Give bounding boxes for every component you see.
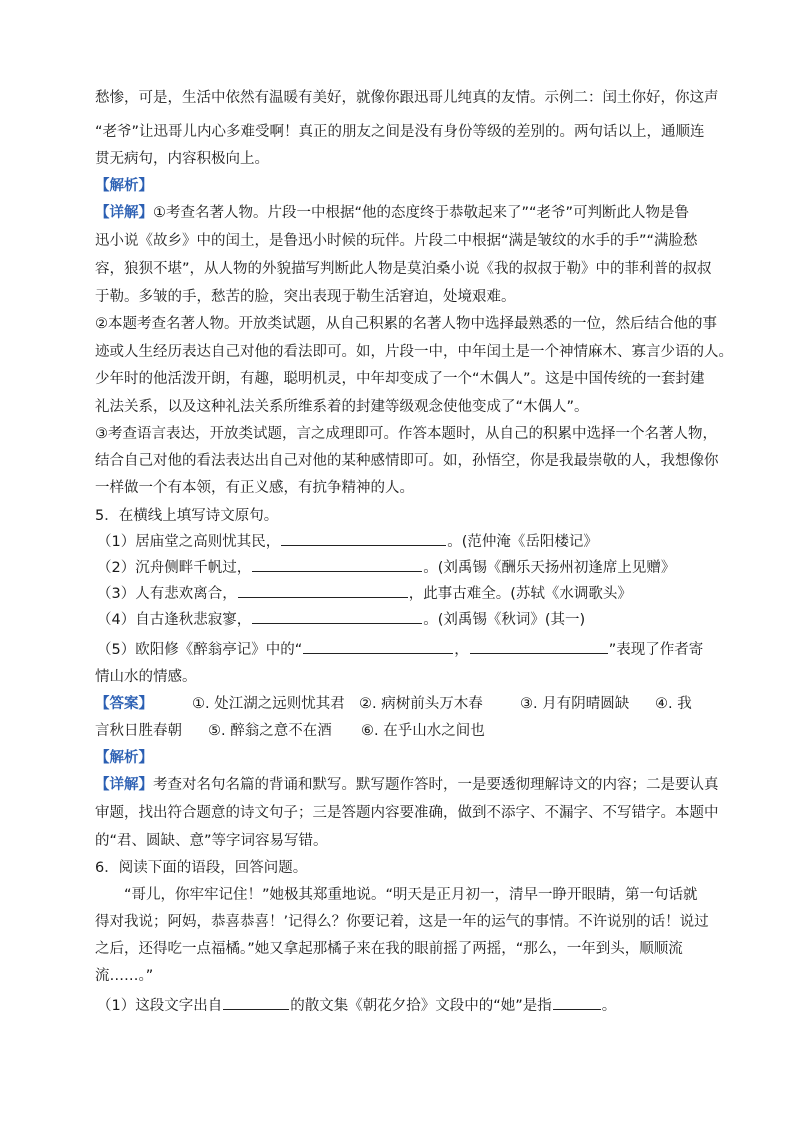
answer-line: [95, 718, 699, 745]
question-item: [97, 607, 585, 634]
text-line: 容，狼狈不堪”，从人物的外貌描写判断此人物是莫泊桑小说《我的叔叔于勒》中的菲利普的叔叔: [95, 261, 712, 277]
passage-line: 得对我说；阿妈，恭喜恭喜！’记得么？你要记着，这是一年的运气的事情。不许说别的话！说过: [95, 914, 709, 930]
analysis-tag: 【解析】: [95, 178, 153, 194]
answer-blank[interactable]: [553, 995, 601, 1010]
answer-6: ⑥. 在乎山水之间也: [361, 723, 485, 739]
text-line: [95, 200, 689, 227]
question-item: [97, 529, 598, 556]
answer-3: ③. 月有阴晴圆缺: [520, 696, 630, 712]
answer-blank[interactable]: [281, 531, 446, 546]
detail-tag: 【详解】: [95, 205, 153, 221]
text-line: 贯无病句，内容积极向上。: [95, 151, 269, 167]
text-span: 考查对名句名篇的背诵和默写。默写题作答时，一是要透彻理解诗文的内容；二是要认真: [153, 777, 719, 793]
text-line: 迅小说《故乡》中的闰土，是鲁迅小时候的玩伴。片段二中根据“满是皱纹的水手的手”“满脸愁: [95, 233, 698, 249]
answer-2: ②. 病树前头万木春: [359, 696, 483, 712]
question-item: [97, 993, 616, 1020]
passage-line: 流……。”: [95, 968, 154, 984]
text-span: ，: [454, 642, 469, 658]
answer-blank[interactable]: [252, 609, 422, 624]
analysis-tag: 【解析】: [95, 750, 153, 766]
answer-blank[interactable]: [252, 557, 422, 572]
text-line: 审题，找出符合题意的诗文句子；三是答题内容要准确，做到不添字、不漏字、不写错字。本题中: [95, 805, 719, 821]
answer-4-cont: 言秋日胜春朝: [95, 723, 182, 739]
text-span: ”表现了作者寄: [608, 642, 704, 658]
text-span: （3）人有悲欢离合，: [97, 586, 237, 602]
question-item: [97, 555, 675, 582]
answer-5: ⑤. 醉翁之意不在酒: [208, 723, 332, 739]
text-span: （2）沉舟侧畔千帆过，: [97, 560, 252, 576]
question-title: 6．阅读下面的语段，回答问题。: [95, 860, 308, 876]
text-line: 一样做一个有本领，有正义感，有抗争精神的人。: [95, 480, 414, 496]
text-span: （1）居庙堂之高则忧其民，: [97, 534, 281, 550]
answer-line: [95, 691, 699, 718]
answer-blank[interactable]: [470, 639, 608, 654]
text-line: 礼法关系，以及这种礼法关系所维系着的封建等级观念使他变成了“木偶人”。: [95, 399, 589, 415]
answer-tag: 【答案】: [95, 696, 153, 712]
text-span: （5）欧阳修《醉翁亭记》中的“: [97, 642, 303, 658]
answer-4: ④. 我: [655, 696, 692, 712]
text-line: 迹或人生经历表达自己对他的看法即可。如，片段一中，中年闰土是一个神情麻木、寡言少语的人。: [95, 344, 733, 360]
question-title: 5．在横线上填写诗文原句。: [95, 508, 279, 524]
text-span: 的散文集《朝花夕拾》文段中的“她”是指: [290, 998, 552, 1014]
text-line: 少年时的他活泼开朗，有趣，聪明机灵，中年却变成了一个“木偶人”。这是中国传统的一套封建: [95, 371, 705, 387]
question-item: [97, 581, 632, 608]
answer-blank[interactable]: [303, 639, 453, 654]
text-line: [95, 772, 719, 799]
text-line: ③考查语言表达，开放类试题，言之成理即可。作答本题时，从自己的积累中选择一个名著人物，: [95, 426, 717, 442]
text-span: 。(刘禹锡《酬乐天扬州初逢席上见赠》: [423, 560, 676, 576]
text-line: 于勒。多皱的手，愁苦的脸，突出表现于勒生活窘迫，处境艰难。: [95, 289, 516, 305]
text-span: （1）这段文字出自: [97, 998, 223, 1014]
text-span: （4）自古逢秋悲寂寥，: [97, 612, 252, 628]
text-line: 愁惨，可是，生活中依然有温暖有美好，就像你跟迅哥儿纯真的友情。示例二：闰土你好，你这声: [95, 90, 719, 106]
text-span: 。(范仲淹《岳阳楼记》: [447, 534, 598, 550]
detail-tag: 【详解】: [95, 777, 153, 793]
text-line: 的“君、圆缺、意”等字词容易写错。: [95, 833, 328, 849]
passage-line: “哥儿，你牢牢记住！”她极其郑重地说。“明天是正月初一，清早一睁开眼睛，第一句话就: [124, 887, 698, 903]
question-item: [97, 637, 703, 664]
text-span: 。: [601, 998, 617, 1014]
answer-blank[interactable]: [238, 583, 408, 598]
answer-1: ①. 处江湖之远则忧其君: [192, 696, 345, 712]
text-line: 情山水的情感。: [95, 669, 197, 685]
text-line: 结合自己对他的看法表达出自己对他的某种感情即可。如，孙悟空，你是我最崇敬的人，我想像你: [95, 453, 719, 469]
answer-blank[interactable]: [223, 995, 289, 1010]
text-span: ①考查名著人物。片段一中根据“他的态度终于恭敬起来了”“老爷”可判断此人物是鲁: [153, 205, 690, 221]
text-span: 。(刘禹锡《秋词》(其一): [423, 612, 586, 628]
passage-line: 之后，还得吃一点福橘。”她又拿起那橘子来在我的眼前摇了两摇，“那么，一年到头，顺顺流: [95, 941, 683, 957]
text-span: ，此事古难全。(苏轼《水调歌头》: [408, 586, 632, 602]
text-line: ②本题考查名著人物。开放类试题，从自己积累的名著人物中选择最熟悉的一位，然后结合他的事: [95, 316, 717, 332]
text-line: “老爷”让迅哥儿内心多难受啊！真正的朋友之间是没有身份等级的差别的。两句话以上，通顺连: [95, 124, 705, 140]
